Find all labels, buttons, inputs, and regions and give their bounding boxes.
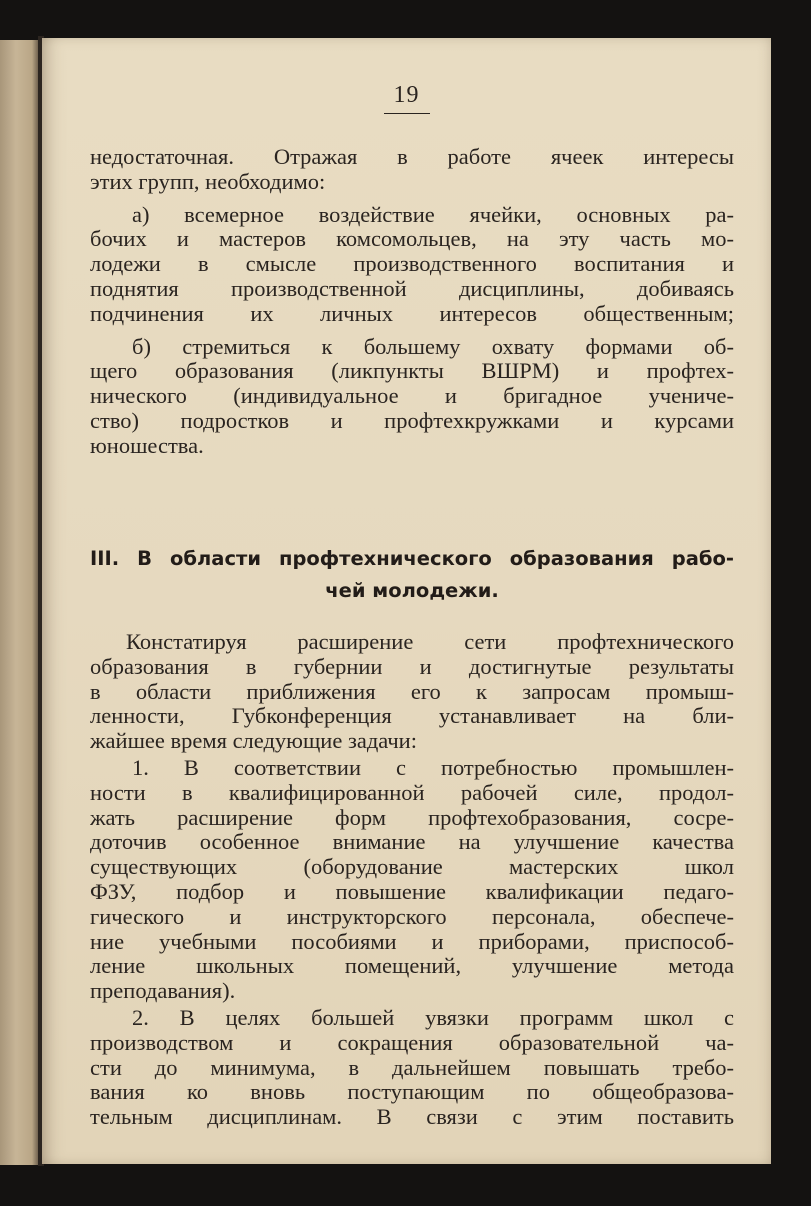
text-block-2 bbox=[90, 630, 734, 1130]
text-line: б) стремиться к большему охвату формами об- bbox=[132, 334, 734, 359]
text-line: сти до минимума, в дальнейшем повышать требо- bbox=[90, 1055, 734, 1080]
text-line: жайшее время следующие задачи: bbox=[90, 729, 417, 754]
text-line: 1. В соответствии с потребностью промышлен- bbox=[132, 755, 734, 780]
text-line: лодежи в смысле производственного воспитания и bbox=[90, 252, 734, 277]
text-line: в области приближения его к запросам промыш- bbox=[90, 679, 734, 704]
text-line: вания ко вновь поступающим по общеобразова- bbox=[90, 1080, 734, 1105]
text-line: тельным дисциплинам. В связи с этим поставить bbox=[90, 1105, 734, 1130]
adjacent-page-edge bbox=[0, 40, 40, 1165]
text-line: поднятия производственной дисциплины, добиваясь bbox=[90, 276, 734, 301]
text-line: этих групп, необходимо: bbox=[90, 169, 326, 194]
text-line: нического (индивидуальное и бригадное учениче- bbox=[90, 384, 734, 409]
text-line: жать расширение форм профтехобразования, сосре- bbox=[90, 805, 734, 830]
heading-line: чей молодежи. bbox=[325, 579, 499, 602]
text-line: существующих (оборудование мастерских школ bbox=[90, 855, 734, 880]
text-line: недостаточная. Отражая в работе ячеек интересы bbox=[90, 145, 734, 169]
text-line: ленности, Губконференция устанавливает на бли- bbox=[90, 704, 734, 729]
text-line: производством и сокращения образовательной ча- bbox=[90, 1030, 734, 1055]
text-line: а) всемерное воздействие ячейки, основных ра- bbox=[132, 202, 734, 227]
text-line: подчинения их личных интересов общественным; bbox=[90, 301, 734, 326]
page-number bbox=[42, 82, 771, 114]
text-line: ство) подростков и профтехкружками и курсами bbox=[90, 408, 734, 433]
text-line: бочих и мастеров комсомольцев, на эту часть мо- bbox=[90, 227, 734, 252]
text-line: Констатируя расширение сети профтехнического bbox=[126, 630, 734, 654]
text-line: щего образования (ликпункты ВШРМ) и профтех- bbox=[90, 359, 734, 384]
heading-line: III. В области профтехнического образования рабо- bbox=[90, 547, 734, 570]
text-line: гического и инструкторского персонала, обеспече- bbox=[90, 904, 734, 929]
text-line: образования в губернии и достигнутые результаты bbox=[90, 654, 734, 679]
text-line: юношества. bbox=[90, 433, 204, 458]
section-heading bbox=[90, 543, 734, 607]
text-line: ности в квалифицированной рабочей силе, продол- bbox=[90, 780, 734, 805]
book-page bbox=[42, 38, 771, 1164]
text-line: доточив особенное внимание на улучшение качества bbox=[90, 830, 734, 855]
text-line: ФЗУ, подбор и повышение квалификации педаго- bbox=[90, 879, 734, 904]
page-number-text: 19 bbox=[384, 82, 430, 114]
text-block-1 bbox=[90, 145, 734, 459]
text-line: ние учебными пособиями и приборами, приспособ- bbox=[90, 929, 734, 954]
text-line: 2. В целях большей увязки программ школ с bbox=[132, 1005, 734, 1030]
text-line: преподавания). bbox=[90, 979, 236, 1004]
text-line: ление школьных помещений, улучшение метода bbox=[90, 954, 734, 979]
